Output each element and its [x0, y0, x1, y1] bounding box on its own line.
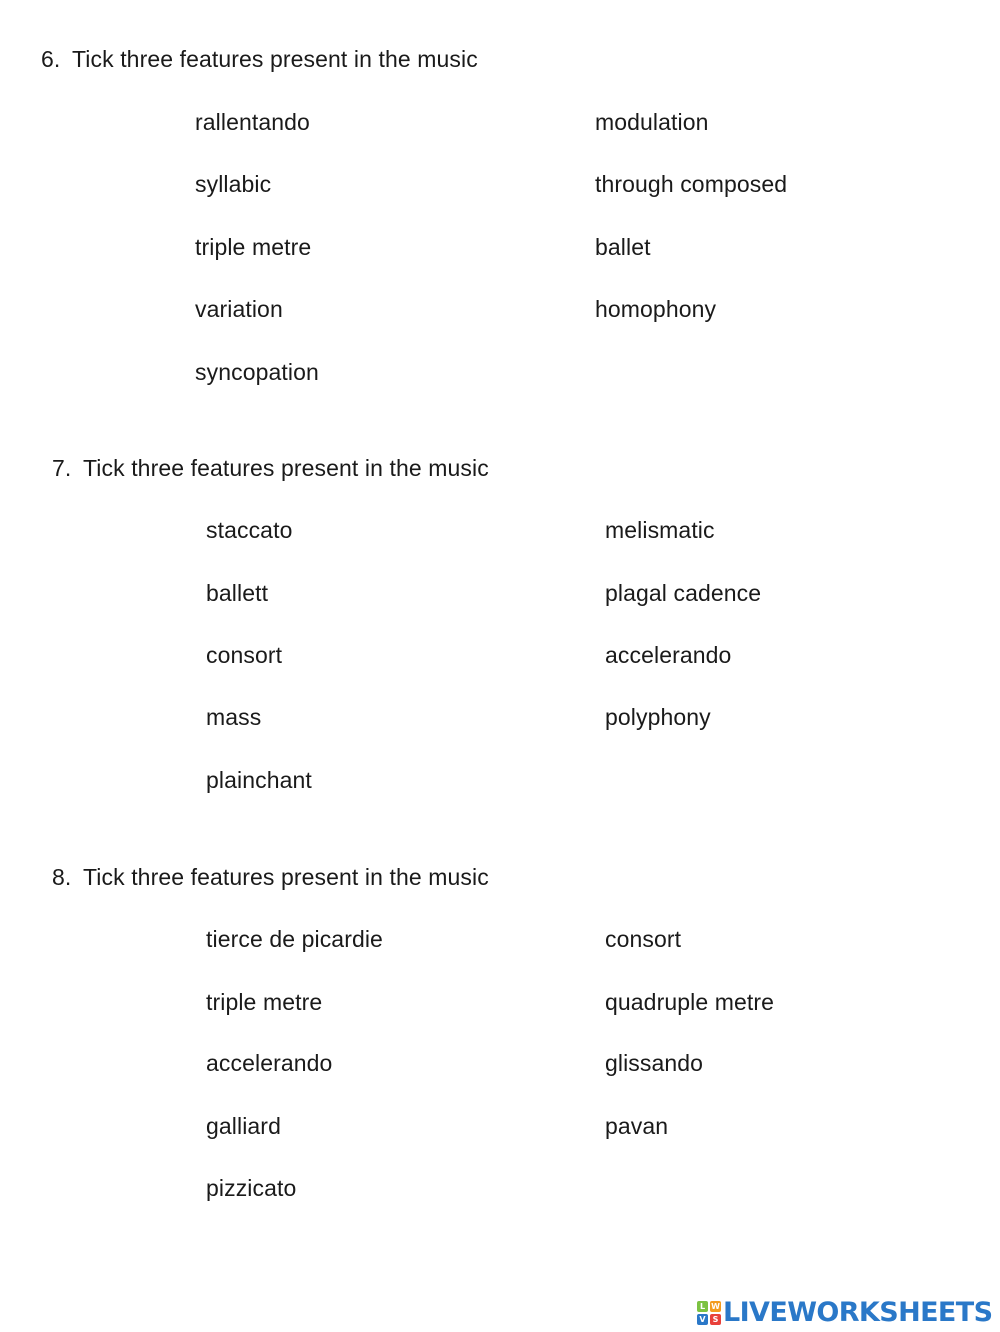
option-consort[interactable]: consort: [206, 642, 283, 668]
option-through-composed[interactable]: through composed: [595, 171, 788, 197]
option-syncopation[interactable]: syncopation: [195, 359, 319, 385]
question-text: Tick three features present in the music: [83, 455, 489, 481]
logo-block: V: [697, 1314, 708, 1325]
liveworksheets-logo: [697, 1298, 992, 1328]
option-ballett[interactable]: ballett: [206, 580, 269, 606]
option-pavan[interactable]: pavan: [605, 1113, 669, 1139]
option-plainchant[interactable]: plainchant: [206, 767, 312, 793]
option-accelerando[interactable]: accelerando: [605, 642, 732, 668]
option-consort[interactable]: consort: [605, 926, 682, 952]
option-mass[interactable]: mass: [206, 704, 262, 730]
logo-block: S: [710, 1314, 721, 1325]
option-glissando[interactable]: glissando: [605, 1050, 704, 1076]
option-accelerando[interactable]: accelerando: [206, 1050, 333, 1076]
option-galliard[interactable]: galliard: [206, 1113, 281, 1139]
option-pizzicato[interactable]: pizzicato: [206, 1175, 297, 1201]
logo-block: W: [711, 1302, 720, 1311]
question-number: 8.: [52, 864, 72, 890]
question-title: [52, 453, 489, 483]
option-staccato[interactable]: staccato: [206, 517, 293, 543]
option-triple-metre[interactable]: triple metre: [195, 234, 312, 260]
option-syllabic[interactable]: syllabic: [195, 171, 272, 197]
logo-blocks-icon: [697, 1301, 721, 1325]
question-number: 7.: [52, 455, 72, 481]
option-rallentando[interactable]: rallentando: [195, 109, 310, 135]
option-ballet[interactable]: ballet: [595, 234, 651, 260]
option-triple-metre[interactable]: triple metre: [206, 989, 323, 1015]
question-text: Tick three features present in the music: [83, 864, 489, 890]
option-modulation[interactable]: modulation: [595, 109, 709, 135]
question-number: 6.: [41, 46, 61, 72]
logo-text: LIVEWORKSHEETS: [723, 1297, 993, 1328]
option-quadruple-metre[interactable]: quadruple metre: [605, 989, 774, 1015]
question-title: [52, 862, 489, 892]
question-text: Tick three features present in the music: [72, 46, 478, 72]
option-melismatic[interactable]: melismatic: [605, 517, 715, 543]
option-homophony[interactable]: homophony: [595, 296, 717, 322]
option-variation[interactable]: variation: [195, 296, 283, 322]
question-title: [41, 44, 478, 74]
logo-block: L: [697, 1301, 708, 1312]
option-tierce-de-picardie[interactable]: tierce de picardie: [206, 926, 383, 952]
option-polyphony[interactable]: polyphony: [605, 704, 711, 730]
option-plagal-cadence[interactable]: plagal cadence: [605, 580, 762, 606]
